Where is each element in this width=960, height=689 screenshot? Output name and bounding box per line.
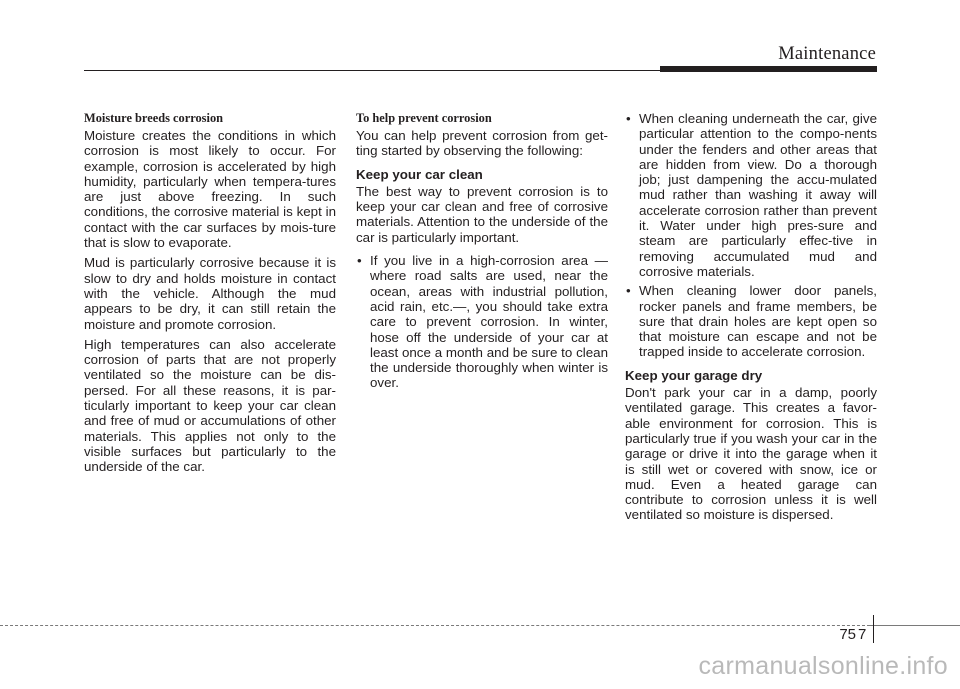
paragraph: Don't park your car in a damp, poorly ventilated garage. This creates a favor-able environment for corrosion. This is particularly true if you wash your car in the garage or drive it into the garage when it is still wet or covered with snow, ice or mud. Even a heated garage can contribute to corrosion unless it is well ventilated so moisture is dispersed. [625, 385, 877, 523]
page-number: 75 [839, 626, 856, 643]
paragraph: The best way to prevent corrosion is to keep your car clean and free of corrosive materials. Attention to the underside of the car is particularly important. [356, 183, 608, 245]
paragraph: Moisture creates the conditions in which corrosion is most likely to occur. For example, corrosion is accelerated by high humidity, particularly when tempera-tures are just above freezing. In such conditions, the corrosive material is kept in contact with the car surfaces by mois-ture that is slow to evaporate. [84, 128, 336, 251]
paragraph: High temperatures can also accelerate corrosion of parts that are not properly ventilated so the moisture can be dis-persed. For all these reasons, it is par-ticularly important to keep your car clean and free of mud or accumulations of other materials. This applies not only to the visible surfaces but particularly to the underside of the car. [84, 336, 336, 475]
bullet-list [625, 111, 877, 360]
list-item: • If you live in a high-corrosion area — where road salts are used, near the ocean, areas with industrial pollution, acid rain, etc.—, you should take extra care to prevent corrosion. In winter, hose off the underside of your car at least once a month and be sure to clean the underside thoroughly when winter is over. [356, 253, 608, 391]
header-rule-accent [660, 66, 877, 72]
bullet-list [356, 253, 608, 391]
watermark: carmanualsonline.info [698, 652, 948, 680]
subheading-keep-garage-dry: Keep your garage dry [625, 367, 763, 383]
subheading-keep-car-clean: Keep your car clean [356, 166, 483, 182]
paragraph: Mud is particularly corrosive because it is slow to dry and holds moisture in contact with the vehicle. Although the mud appears to be dry, it can still retain the moisture and promote corrosion. [84, 255, 336, 332]
list-item: • When cleaning underneath the car, give particular attention to the compo-nents under the fenders and other areas that are hidden from view. Do a thorough job; just dampening the accu-mulated mud rather than washing it away will accelerate corrosion rather than prevent it. Water under high pres-sure and steam are particularly effec-tive in removing accumulated mud and corrosive materials. [625, 111, 877, 279]
heading-help-prevent-corrosion: To help prevent corrosion [356, 111, 492, 125]
section-title: Maintenance [778, 44, 876, 64]
page-separator [873, 615, 874, 643]
list-item: • When cleaning lower door panels, rocker panels and frame members, be sure that drain holes are kept open so that moisture can escape and not be trapped inside to accelerate corrosion. [625, 283, 877, 359]
column-left [84, 111, 336, 480]
column-middle [356, 111, 608, 395]
footer-rule [0, 625, 870, 626]
chapter-number: 7 [858, 626, 867, 643]
column-right [625, 111, 877, 528]
header-rule [84, 70, 662, 71]
paragraph: You can help prevent corrosion from get-ting started by observing the following: [356, 128, 608, 159]
footer-rule-tail [870, 625, 960, 626]
heading-moisture-breeds-corrosion: Moisture breeds corrosion [84, 111, 224, 125]
